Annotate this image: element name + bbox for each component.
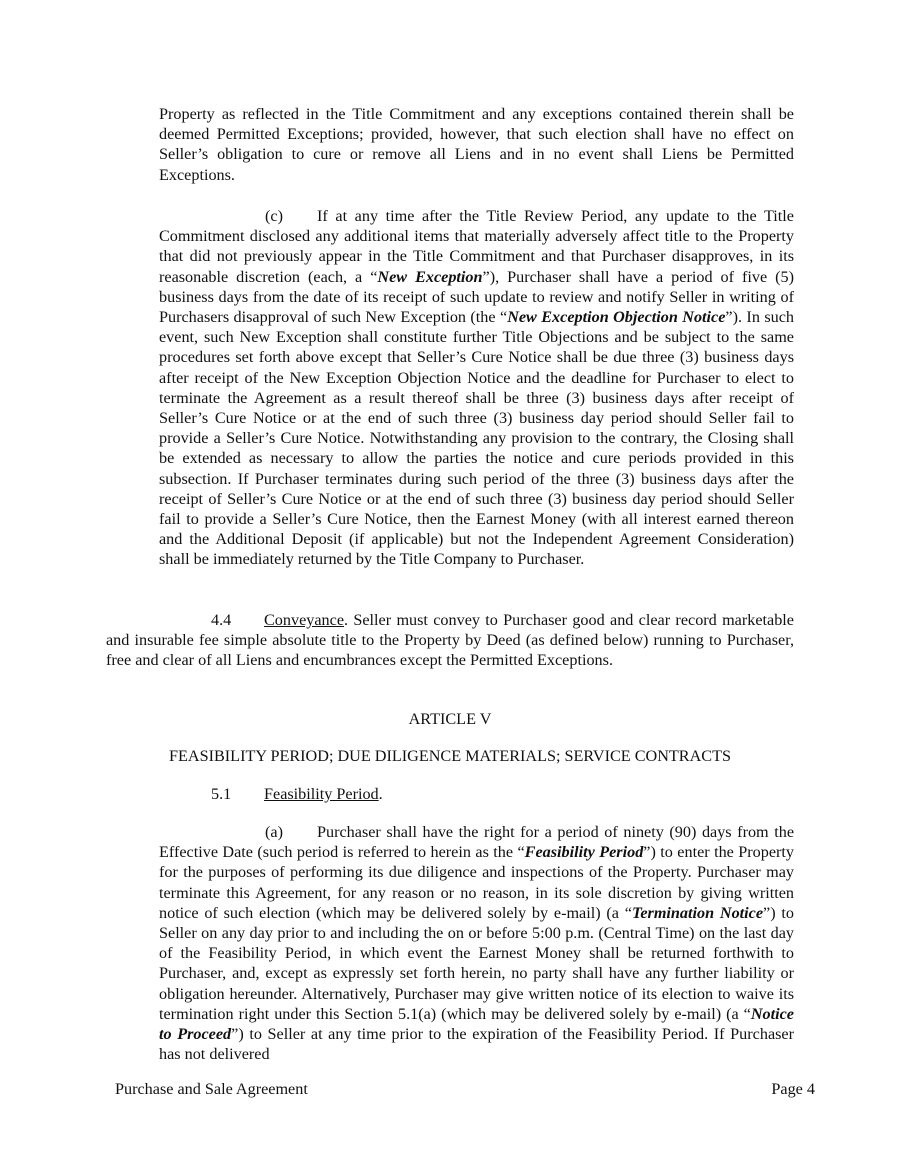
paragraph-text: [106, 610, 794, 671]
article-title: FEASIBILITY PERIOD; DUE DILIGENCE MATERIALS; SERVICE CONTRACTS: [169, 747, 731, 765]
section-4-4: [106, 610, 794, 671]
footer-page-number: Page 4: [771, 1080, 815, 1098]
subsection-label: (c): [265, 207, 283, 225]
section-5-1: [106, 784, 794, 804]
article-number: ARTICLE V: [408, 710, 492, 728]
text-run: ”). In such event, such New Exception shall constitute further Title Objections and be subject to the same procedures set forth above except that Seller’s Cure Notice shall be due three (3) business days after receipt of the New Exception Objection Notice and the deadline for Purchaser to elect to terminate the Agreement as a result thereof shall be three (3) business days after receipt of Seller’s Cure Notice or at the end of such three (3) business day period should Seller fail to provide a Seller’s Cure Notice. Notwithstanding any provision to the contrary, the Closing shall be extended as necessary to allow the parties the notice and cure periods provided in this subsection. If Purchaser terminates during such period of the three (3) business days after the receipt of Seller’s Cure Notice or at the end of such three (3) business day period should Seller fail to provide a Seller’s Cure Notice, then the Earnest Money (with all interest earned thereon and the Additional Deposit (if applicable) but not the Independent Agreement Consideration) shall be immediately returned by the Title Company to Purchaser.: [159, 308, 794, 569]
section-heading-conveyance: Conveyance: [264, 611, 345, 629]
paragraph-c: [159, 206, 794, 570]
page-footer: [115, 1079, 815, 1099]
paragraph-a: [159, 822, 794, 1064]
text-run: Purchaser shall have the right for a period of ninety (90) days from the Effective Date (such period is referred to herein as the “: [159, 823, 794, 862]
paragraph-text: [106, 784, 794, 804]
paragraph-text: [159, 822, 794, 1064]
defined-term-feasibility-period: Feasibility Period: [524, 843, 644, 862]
footer-document-title: Purchase and Sale Agreement: [115, 1080, 308, 1098]
text-run: ”) to enter the Property for the purposes of performing its due diligence and inspections of the Property. Purchaser may terminate this Agreement, for any reason or no reason, in its sole discretion by giving written notice of such election (which may be delivered solely by e-mail) (a “: [159, 843, 795, 922]
text-run: ”) to Seller on any day prior to and including the on or before 5:00 p.m. (Central Time) on the last day of the Feasibility Period, in which event the Earnest Money shall be returned forthwith to Purchaser, and, except as expressly set forth herein, no party shall have any further liability or obligation hereunder. Alternatively, Purchaser may give written notice of its election to waive its termination right under this Section 5.1(a) (which may be delivered solely by e-mail) (a “: [159, 903, 794, 1023]
section-heading-feasibility-period: Feasibility Period: [264, 785, 379, 803]
text-run: ”) to Seller at any time prior to the expiration of the Feasibility Period. If Purchaser has not delivered: [159, 1025, 794, 1064]
defined-term-termination-notice: Termination Notice: [631, 903, 764, 922]
section-number: 5.1: [211, 785, 232, 803]
defined-term-notice-to-proceed: Notice to Proceed: [159, 1004, 794, 1044]
paragraph-text: [159, 206, 794, 570]
paragraph-continuation: [159, 104, 794, 185]
subsection-label: (a): [265, 823, 283, 841]
text-run: .: [378, 785, 383, 803]
text-run: . Seller must convey to Purchaser good and clear record marketable and insurable fee simple absolute title to the Property by Deed (as defined below) running to Purchaser, free and clear of all Liens and encumbrances except the Permitted Exceptions.: [106, 611, 794, 670]
defined-term-new-exception-objection-notice: New Exception Objection Notice: [507, 308, 726, 327]
paragraph-text: Property as reflected in the Title Commitment and any exceptions contained therein shall be deemed Permitted Exceptions; provided, however, that such election shall have no effect on Seller’s obligation to cure or remove all Liens and in no event shall Liens be Permitted Exceptions.: [159, 105, 794, 184]
defined-term-new-exception: New Exception: [377, 267, 483, 286]
section-number: 4.4: [211, 611, 232, 629]
text-run: If at any time after the Title Review Period, any update to the Title Commitment disclosed any additional items that materially adversely affect title to the Property that did not previously appear in the Title Commitment and that Purchaser disapproves, in its reasonable discretion (each, a “: [159, 207, 794, 286]
text-run: ”), Purchaser shall have a period of five (5) business days from the date of its receipt of such update to review and notify Seller in writing of Purchasers disapproval of such New Exception (the “: [159, 267, 795, 327]
